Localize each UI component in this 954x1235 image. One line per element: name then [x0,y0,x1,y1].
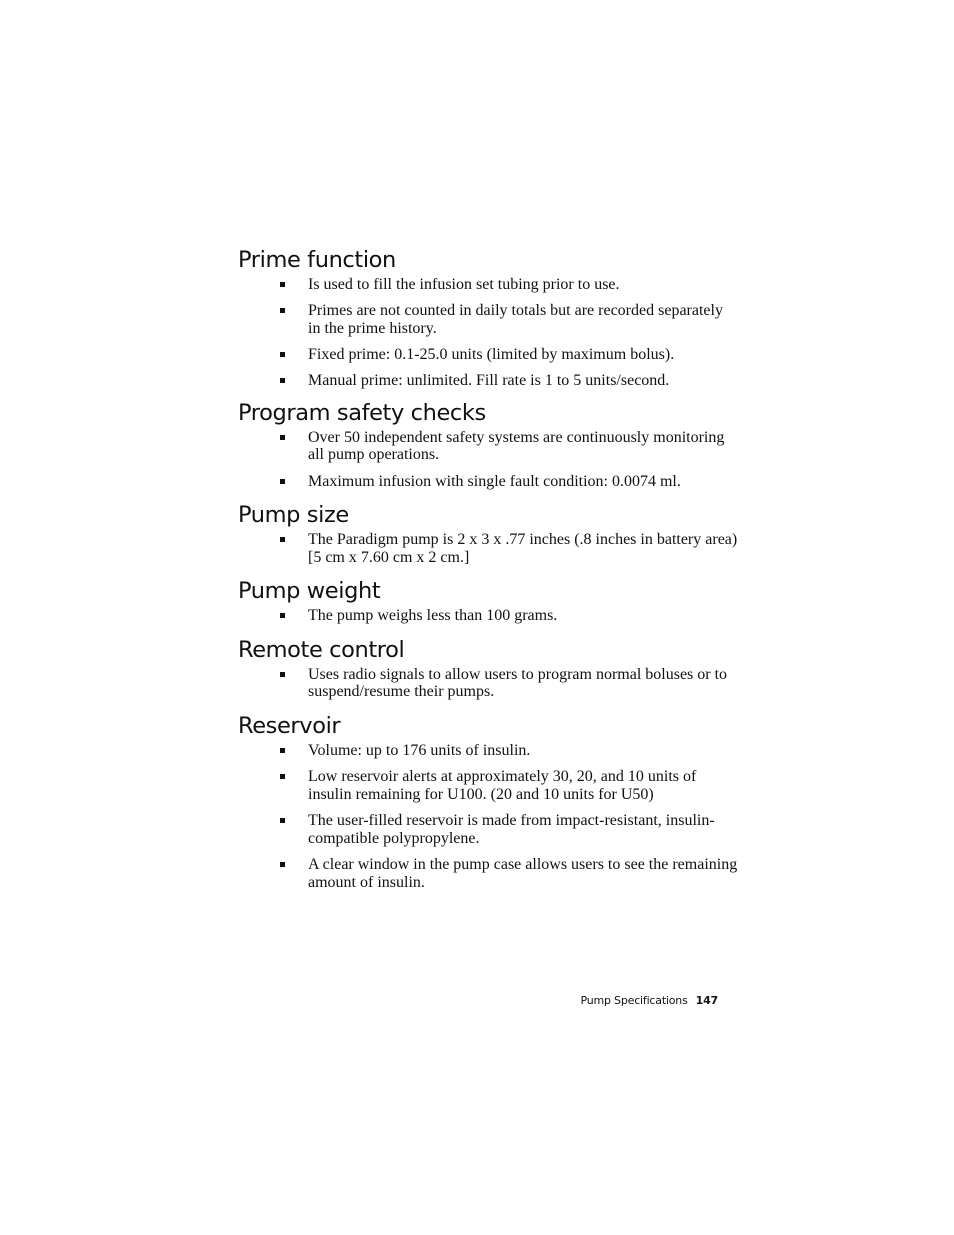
list-item-text: Maximum infusion with single fault condition: 0.0074 ml. [308,472,681,490]
section-heading: Pump weight [238,578,381,604]
square-bullet-icon [280,818,285,823]
square-bullet-icon [280,435,285,440]
list-item-text: Low reservoir alerts at approximately 30, 20, and 10 units of insulin remaining for U100. (20 and 10 units for U50) [308,768,697,803]
list-item [238,302,738,337]
bullet-list [238,607,738,625]
bullet-list [238,666,738,701]
list-item [238,812,738,847]
bullet-list [238,742,738,892]
page-number: 147 [695,994,718,1007]
list-item-text: The Paradigm pump is 2 x 3 x .77 inches (.8 inches in battery area) [5 cm x 7.60 cm x 2 cm.] [308,531,738,566]
list-item [238,276,738,294]
list-item [238,429,738,464]
bullet-list [238,276,738,389]
square-bullet-icon [280,479,285,484]
section-remote-control [238,634,738,701]
list-item [238,742,738,760]
square-bullet-icon [280,748,285,753]
square-bullet-icon [280,378,285,383]
square-bullet-icon [280,352,285,357]
page-footer [580,994,718,1007]
list-item-text: Uses radio signals to allow users to program normal boluses or to suspend/resume their pumps. [308,665,728,700]
list-item-text: Manual prime: unlimited. Fill rate is 1 to 5 units/second. [308,371,670,389]
list-item [238,856,738,891]
section-program-safety-checks [238,397,738,491]
section-heading: Prime function [238,247,396,273]
section-heading: Remote control [238,636,405,663]
list-item-text: Fixed prime: 0.1-25.0 units (limited by maximum bolus). [308,345,675,363]
section-reservoir [238,710,738,892]
footer-chapter-title: Pump Specifications [580,994,688,1007]
section-heading: Program safety checks [238,399,486,426]
section-pump-size [238,499,738,566]
section-pump-weight [238,575,738,625]
list-item [238,607,738,625]
list-item-text: A clear window in the pump case allows users to see the remaining amount of insulin. [308,856,738,891]
square-bullet-icon [280,774,285,779]
list-item-text: Is used to fill the infusion set tubing prior to use. [308,276,620,293]
list-item [238,372,738,390]
bullet-list [238,531,738,566]
list-item-text: Over 50 independent safety systems are continuously monitoring all pump operations. [308,428,725,463]
list-item-text: Primes are not counted in daily totals but are recorded separately in the prime history. [308,302,723,337]
list-item [238,531,738,566]
square-bullet-icon [280,613,285,618]
square-bullet-icon [280,308,285,313]
list-item-text: The pump weighs less than 100 grams. [308,607,558,624]
list-item [238,768,738,803]
square-bullet-icon [280,672,285,677]
square-bullet-icon [280,862,285,867]
list-item-text: The user-filled reservoir is made from impact-resistant, insulin-compatible polypropylene. [308,812,715,847]
section-prime-function [238,244,738,389]
list-item [238,473,738,491]
square-bullet-icon [280,537,285,542]
section-heading: Pump size [238,502,349,528]
page-content [238,244,738,900]
list-item-text: Volume: up to 176 units of insulin. [308,741,531,759]
section-heading: Reservoir [238,712,341,739]
list-item [238,666,738,701]
bullet-list [238,429,738,491]
square-bullet-icon [280,282,285,287]
list-item [238,346,738,364]
